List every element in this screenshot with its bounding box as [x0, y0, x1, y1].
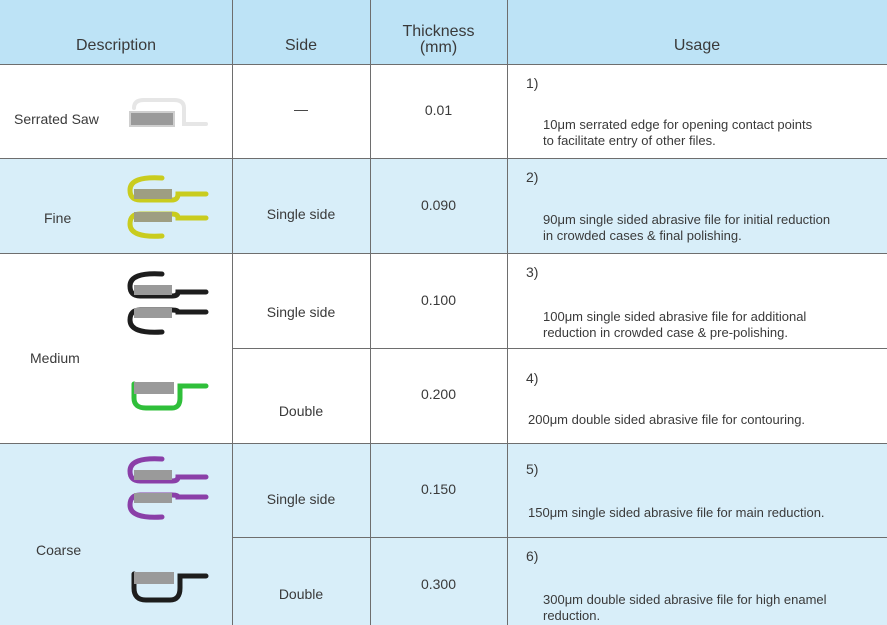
- fine-file-icon: [126, 174, 208, 240]
- thickness-row-5: 0.150: [420, 481, 457, 497]
- row-divider: [232, 348, 887, 349]
- header-description: Description: [75, 37, 157, 54]
- usage-number-6: 6): [526, 548, 539, 564]
- column-divider: [370, 0, 371, 625]
- usage-description-1: 10μm serrated edge for opening contact points to facilitate entry of other files.: [543, 117, 813, 148]
- thickness-row-4: 0.200: [420, 386, 457, 402]
- side-row-2: Single side: [266, 206, 336, 222]
- serrated-saw-icon: [126, 98, 208, 132]
- thickness-row-6: 0.300: [420, 576, 457, 592]
- side-row-6: Double: [278, 586, 324, 602]
- row-divider: [0, 158, 887, 159]
- column-divider: [507, 0, 508, 625]
- header-usage: Usage: [673, 37, 721, 54]
- usage-number-3: 3): [526, 264, 539, 280]
- description-fine: Fine: [44, 210, 72, 226]
- usage-number-5: 5): [526, 461, 539, 477]
- usage-description-6: 300μm double sided abrasive file for high enamel reduction.: [543, 592, 827, 623]
- row-divider: [232, 537, 887, 538]
- description-serrated-saw: Serrated Saw: [14, 111, 99, 127]
- thickness-row-2: 0.090: [420, 197, 457, 213]
- description-medium: Medium: [30, 350, 80, 366]
- usage-description-5: 150μm single sided abrasive file for main reduction.: [528, 505, 825, 520]
- row-divider: [0, 253, 887, 254]
- row-divider: [0, 443, 887, 444]
- description-coarse: Coarse: [36, 542, 82, 558]
- coarse-single-file-icon: [126, 455, 208, 521]
- header-thickness: Thickness (mm): [402, 23, 475, 56]
- row-divider: [0, 64, 887, 65]
- side-row-4: Double: [278, 403, 324, 419]
- thickness-row-1: 0.01: [424, 102, 453, 118]
- thickness-row-3: 0.100: [420, 292, 457, 308]
- usage-number-2: 2): [526, 169, 539, 185]
- usage-number-4: 4): [526, 370, 539, 386]
- medium-double-file-icon: [126, 380, 208, 412]
- side-row-5: Single side: [266, 491, 336, 507]
- usage-description-2: 90μm single sided abrasive file for initial reduction in crowded cases & final polishing.: [543, 212, 831, 243]
- medium-single-file-icon: [126, 270, 208, 336]
- side-row-1: —: [294, 101, 308, 117]
- usage-description-4: 200μm double sided abrasive file for contouring.: [528, 412, 806, 427]
- usage-number-1: 1): [526, 75, 539, 91]
- usage-description-3: 100μm single sided abrasive file for additional reduction in crowded case & pre-polishing.: [543, 309, 807, 340]
- header-side: Side: [284, 37, 318, 54]
- coarse-double-file-icon: [126, 570, 208, 604]
- side-row-3: Single side: [266, 304, 336, 320]
